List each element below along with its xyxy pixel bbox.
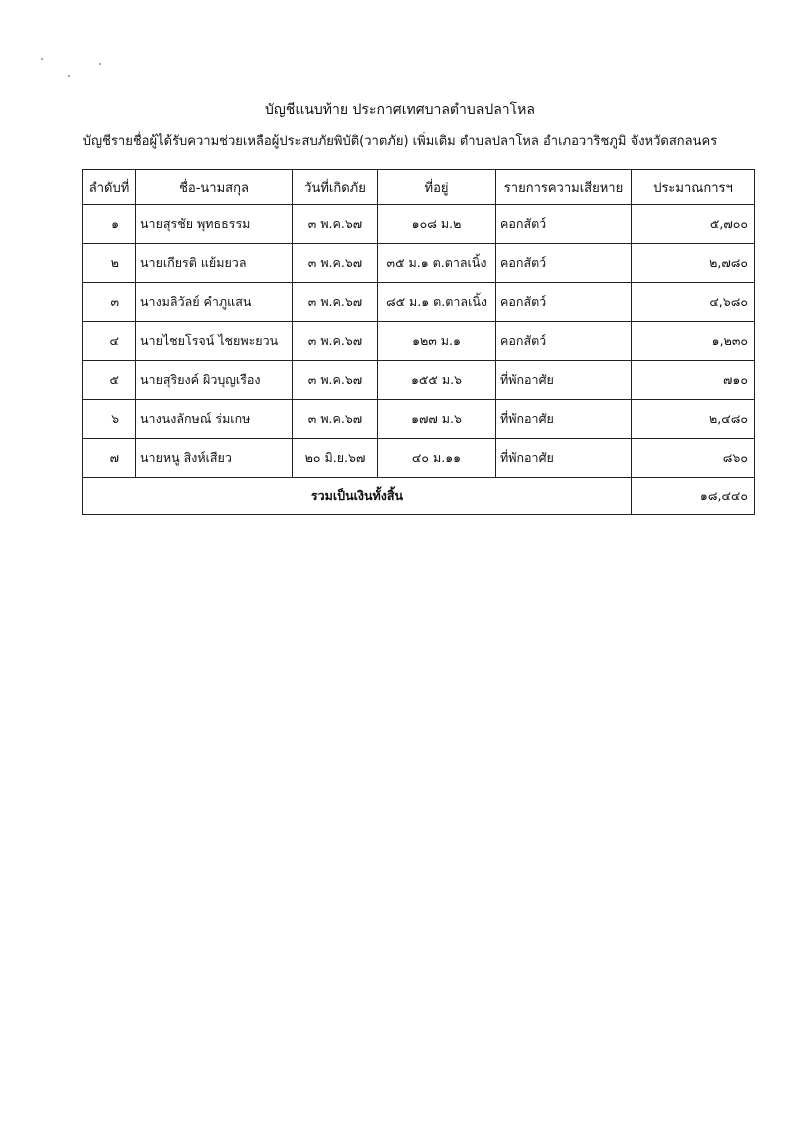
- total-row: [83, 478, 755, 515]
- column-header-date: วันที่เกิดภัย: [293, 170, 378, 205]
- table-row: [83, 283, 755, 322]
- table-row: [83, 322, 755, 361]
- cell-damage: คอกสัตว์: [496, 205, 632, 244]
- cell-date: ๒๐ มิ.ย.๖๗: [293, 439, 378, 478]
- column-header-name: ชื่อ-นามสกุล: [136, 170, 293, 205]
- cell-address: ๑๐๘ ม.๒: [378, 205, 496, 244]
- cell-address: ๑๒๓ ม.๑: [378, 322, 496, 361]
- cell-estimate: ๑,๒๓๐: [632, 322, 755, 361]
- cell-date: ๓ พ.ค.๖๗: [293, 400, 378, 439]
- cell-damage: คอกสัตว์: [496, 283, 632, 322]
- column-header-damage: รายการความเสียหาย: [496, 170, 632, 205]
- cell-estimate: ๗๑๐: [632, 361, 755, 400]
- cell-address: ๑๗๗ ม.๖: [378, 400, 496, 439]
- document-title: บัญชีแนบท้าย ประกาศเทศบาลตำบลปลาโหล: [265, 102, 535, 118]
- total-amount: ๑๘,๔๔๐: [632, 478, 755, 515]
- cell-sequence: ๖: [83, 400, 136, 439]
- cell-address: ๓๕ ม.๑ ต.ตาลเนิ้ง: [378, 244, 496, 283]
- cell-name: นางมลิวัลย์ คำภูแสน: [136, 283, 293, 322]
- cell-date: ๓ พ.ค.๖๗: [293, 244, 378, 283]
- table-row: [83, 361, 755, 400]
- cell-name: นายไชยโรจน์ ไชยพะยวน: [136, 322, 293, 361]
- table-row: [83, 439, 755, 478]
- cell-sequence: ๒: [83, 244, 136, 283]
- cell-date: ๓ พ.ค.๖๗: [293, 361, 378, 400]
- cell-address: ๔๐ ม.๑๑: [378, 439, 496, 478]
- total-label: รวมเป็นเงินทั้งสิ้น: [83, 478, 632, 515]
- cell-damage: ที่พักอาศัย: [496, 400, 632, 439]
- cell-sequence: ๗: [83, 439, 136, 478]
- cell-date: ๓ พ.ค.๖๗: [293, 205, 378, 244]
- table-row: [83, 244, 755, 283]
- cell-sequence: ๕: [83, 361, 136, 400]
- relief-recipients-table: [82, 169, 755, 515]
- cell-sequence: ๓: [83, 283, 136, 322]
- column-header-sequence: ลำดับที่: [83, 170, 136, 205]
- table-row: [83, 205, 755, 244]
- cell-estimate: ๕,๗๐๐: [632, 205, 755, 244]
- cell-date: ๓ พ.ค.๖๗: [293, 322, 378, 361]
- cell-name: นายสุรชัย พุทธธรรม: [136, 205, 293, 244]
- scan-speck: [68, 75, 70, 77]
- cell-estimate: ๒,๗๘๐: [632, 244, 755, 283]
- cell-damage: คอกสัตว์: [496, 244, 632, 283]
- cell-estimate: ๘๖๐: [632, 439, 755, 478]
- cell-name: นางนงลักษณ์ ร่มเกษ: [136, 400, 293, 439]
- cell-estimate: ๒,๔๘๐: [632, 400, 755, 439]
- cell-estimate: ๔,๖๘๐: [632, 283, 755, 322]
- scan-speck: [41, 58, 43, 60]
- scan-speck: [99, 63, 101, 65]
- cell-date: ๓ พ.ค.๖๗: [293, 283, 378, 322]
- table-header-row: [83, 170, 755, 205]
- cell-damage: ที่พักอาศัย: [496, 439, 632, 478]
- cell-name: นายเกียรติ แย้มยวล: [136, 244, 293, 283]
- cell-address: ๘๕ ม.๑ ต.ตาลเนิ้ง: [378, 283, 496, 322]
- column-header-estimate: ประมาณการฯ: [632, 170, 755, 205]
- cell-address: ๑๕๕ ม.๖: [378, 361, 496, 400]
- cell-damage: คอกสัตว์: [496, 322, 632, 361]
- cell-name: นายสุริยงค์ ผิวบุญเรือง: [136, 361, 293, 400]
- column-header-address: ที่อยู่: [378, 170, 496, 205]
- cell-sequence: ๔: [83, 322, 136, 361]
- document-subtitle: บัญชีรายชื่อผู้ได้รับความช่วยเหลือผู้ประสบภัยพิบัติ(วาตภัย) เพิ่มเติม ตำบลปลาโหล อำเภอวาริชภูมิ จังหวัดสกลนคร: [82, 134, 718, 149]
- cell-sequence: ๑: [83, 205, 136, 244]
- cell-name: นายหนู สิงห์เสียว: [136, 439, 293, 478]
- cell-damage: ที่พักอาศัย: [496, 361, 632, 400]
- table-row: [83, 400, 755, 439]
